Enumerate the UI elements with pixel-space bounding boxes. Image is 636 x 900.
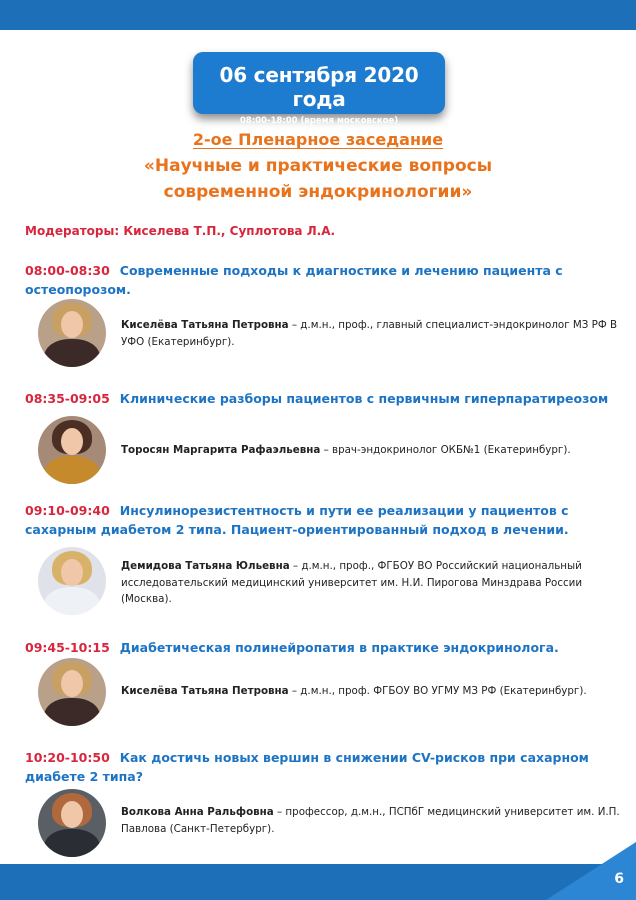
session-heading: [25, 501, 615, 539]
speaker-name: Киселёва Татьяна Петровна: [121, 685, 289, 697]
top-band: [0, 0, 636, 30]
plenary-heading: [0, 127, 636, 205]
speaker-photo: [38, 299, 106, 367]
session-title: Как достичь новых вершин в снижении CV-рисков при сахарном диабете 2 типа?: [25, 750, 589, 784]
speaker-name: Волкова Анна Ральфовна: [121, 806, 274, 818]
session-title: Инсулинорезистентность и пути ее реализации у пациентов с сахарным диабетом 2 типа. Пациент-ориентированный подход в лечении.: [25, 503, 569, 537]
date-banner: [193, 52, 445, 126]
speaker-name: Торосян Маргарита Рафаэльевна: [121, 444, 321, 456]
speaker-photo: [38, 547, 106, 615]
speaker-info: [121, 317, 621, 350]
session-title: Клинические разборы пациентов с первичным гиперпаратиреозом: [119, 391, 609, 406]
session-time: 09:45-10:15: [25, 640, 110, 655]
session-time: 10:20-10:50: [25, 750, 110, 765]
speaker-photo: [38, 658, 106, 726]
speaker-details: – врач-эндокринолог ОКБ№1 (Екатеринбург).: [320, 444, 571, 456]
moderators: Модераторы: Киселева Т.П., Суплотова Л.А.: [25, 224, 336, 238]
session-title: Диабетическая полинейропатия в практике эндокринолога.: [119, 640, 559, 655]
session-heading: [25, 638, 615, 657]
session-heading: [25, 261, 615, 299]
speaker-info: [121, 442, 621, 459]
plenary-topic-line1: «Научные и практические вопросы: [143, 156, 493, 176]
page-number: 6: [614, 871, 624, 887]
plenary-topic-line2: современной эндокринологии»: [163, 182, 473, 202]
session-time: 08:35-09:05: [25, 391, 110, 406]
session-time: 09:10-09:40: [25, 503, 110, 518]
session-heading: [25, 389, 615, 408]
speaker-name: Киселёва Татьяна Петровна: [121, 319, 289, 331]
plenary-title: 2-ое Пленарное заседание: [192, 130, 444, 149]
speaker-details: – д.м.н., проф. ФГБОУ ВО УГМУ МЗ РФ (Екатеринбург).: [288, 685, 587, 697]
session-title: Современные подходы к диагностике и лечению пациента с остеопорозом.: [25, 263, 563, 297]
speaker-photo: [38, 416, 106, 484]
event-date: 06 сентября 2020 года: [219, 63, 419, 111]
speaker-info: [121, 804, 621, 837]
session-heading: [25, 748, 615, 786]
footer-band: [0, 864, 636, 900]
speaker-details: – профессор, д.м.н., ПСПбГ медицинский университет им. И.П. Павлова (Санкт-Петербург).: [121, 806, 620, 835]
speaker-photo: [38, 789, 106, 857]
speaker-details: – д.м.н., проф., ФГБОУ ВО Российский национальный исследовательский медицинский университет им. Н.И. Пирогова Минздрава России (Москва).: [121, 560, 583, 605]
session-time: 08:00-08:30: [25, 263, 110, 278]
speaker-info: [121, 558, 621, 608]
speaker-details: – д.м.н., проф., главный специалист-эндокринолог МЗ РФ В УФО (Екатеринбург).: [121, 319, 618, 348]
speaker-info: [121, 683, 621, 700]
speaker-name: Демидова Татьяна Юльевна: [121, 560, 290, 572]
event-hours: 08:00-18:00 (время московское): [239, 116, 399, 126]
